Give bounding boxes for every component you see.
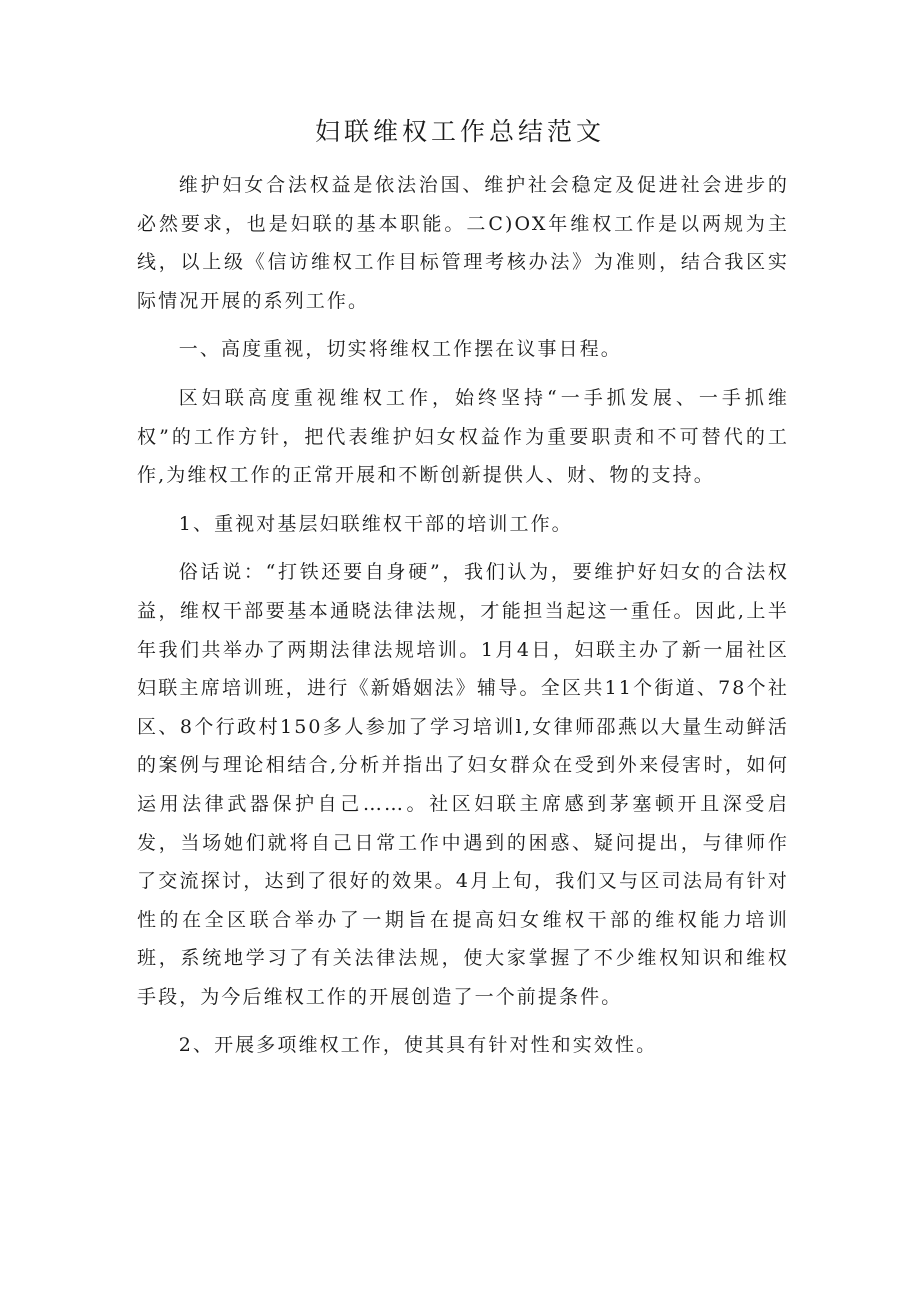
subheading-1: 1、重视对基层妇联维权干部的培训工作。	[178, 512, 573, 535]
paragraph-intro: 维护妇女合法权益是依法治国、维护社会稳定及促进社会进步的必然要求，也是妇联的基本职能。二C)OX年维权工作是以两规为主线，以上级《信访维权工作目标管理考核办法》为准则，结合我区实际情况开展的系列工作。	[137, 174, 789, 312]
paragraph-training: 俗话说：“打铁还要自身硬”，我们认为，要维护好妇女的合法权益，维权干部要基本通晓法律法规，才能担当起这一重任。因此,上半年我们共举办了两期法律法规培训。1月4日，妇联主办了新一届社区妇联主席培训班，进行《新婚姻法》辅导。全区共11个街道、78个社区、8个行政村150多人参加了学习培训l,女律师邵燕以大量生动鲜活的案例与理论相结合,分析并指出了妇女群众在受到外来侵害时，如何运用法律武器保护自己……。社区妇联主席感到茅塞顿开且深受启发，当场她们就将自己日常工作中遇到的困惑、疑问提出，与律师作了交流探讨，达到了很好的效果。4月上旬，我们又与区司法局有针对性的在全区联合举办了一期旨在提高妇女维权干部的维权能力培训班，系统地学习了有关法律法规，使大家掌握了不少维权知识和维权手段，为今后维权工作的开展创造了一个前提条件。	[137, 561, 789, 1008]
subheading-2: 2、开展多项维权工作，使其具有针对性和实效性。	[178, 1034, 658, 1057]
paragraph-section-1: 区妇联高度重视维权工作，始终坚持“一手抓发展、一手抓维权”的工作方针，把代表维护妇女权益作为重要职责和不可替代的工作,为维权工作的正常开展和不断创新提供人、财、物的支持。	[137, 386, 789, 487]
document-body	[137, 166, 789, 1075]
section-heading-1: 一、高度重视，切实将维权工作摆在议事日程。	[178, 338, 622, 361]
document-title: 妇联维权工作总结范文	[314, 117, 605, 146]
